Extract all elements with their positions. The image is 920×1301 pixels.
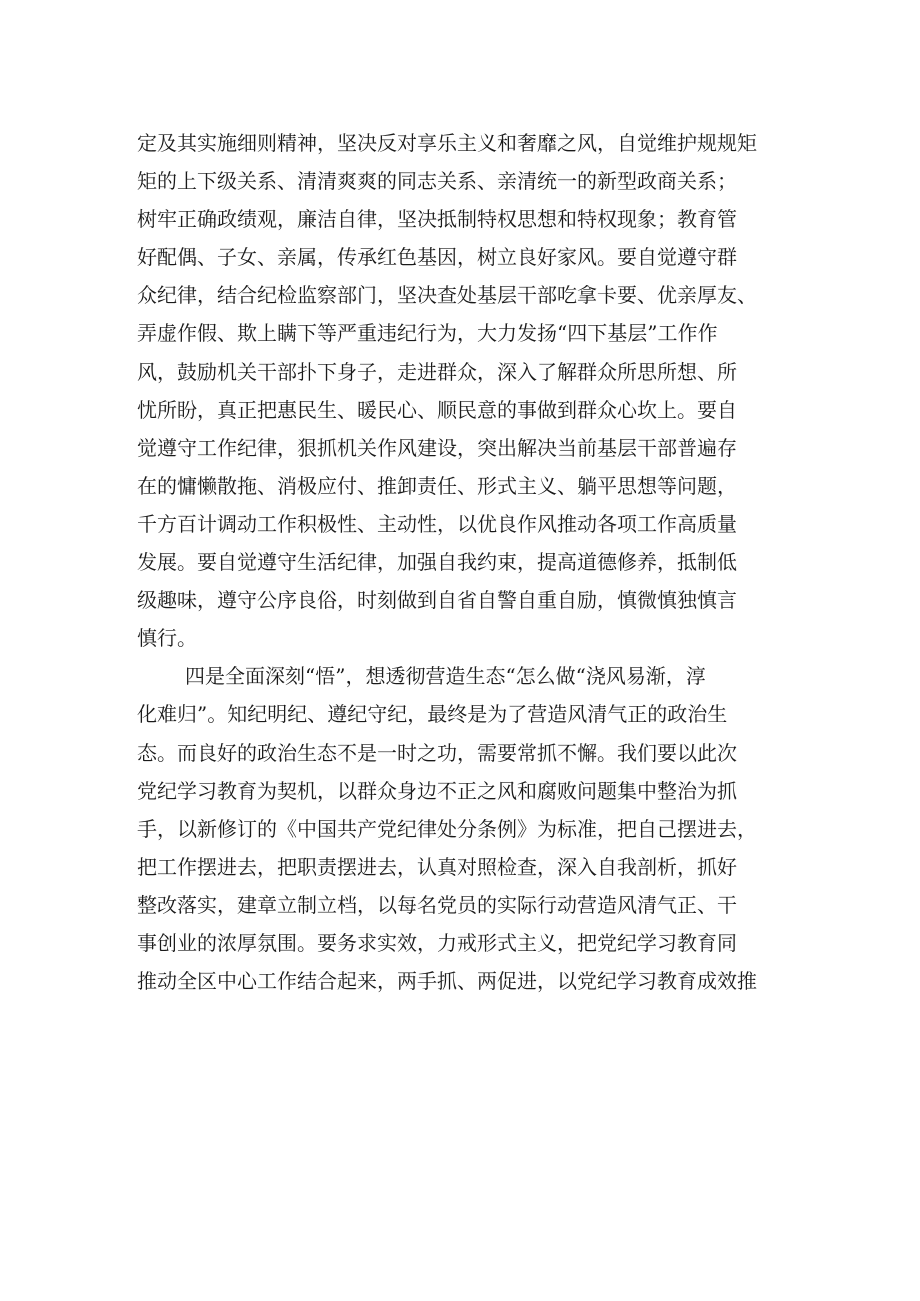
paragraph-line: 在的慵懒散拖、消极应付、推卸责任、形式主义、躺平思想等问题，: [137, 473, 737, 498]
paragraph-line: 觉遵守工作纪律，狠抓机关作风建设，突出解决当前基层干部普遍存: [137, 435, 737, 460]
paragraph-line: 弄虚作假、欺上瞒下等严重违纪行为，大力发扬“四下基层”工作作: [137, 321, 718, 346]
paragraph-line: 推动全区中心工作结合起来，两手抓、两促进，以党纪学习教育成效推: [137, 969, 757, 994]
paragraph-line: 风，鼓励机关干部扑下身子，走进群众，深入了解群众所思所想、所: [137, 359, 737, 384]
paragraph-line: 事创业的浓厚氛围。要务求实效，力戒形式主义，把党纪学习教育同: [137, 930, 737, 955]
paragraph-line: 级趣味，遵守公序良俗，时刻做到自省自警自重自励，慎微慎独慎言: [137, 588, 737, 613]
paragraph-line: 发展。要自觉遵守生活纪律，加强自我约束，提高道德修养，抵制低: [137, 550, 737, 575]
paragraph-line: 手，以新修订的《中国共产党纪律处分条例》为标准，把自己摆进去，: [137, 816, 757, 841]
paragraph-line: 众纪律，结合纪检监察部门，坚决查处基层干部吃拿卡要、优亲厚友、: [137, 283, 757, 308]
paragraph-line: 千方百计调动工作积极性、主动性，以优良作风推动各项工作高质量: [137, 511, 737, 536]
paragraph-line: 忧所盼，真正把惠民生、暖民心、顺民意的事做到群众心坎上。要自: [137, 397, 737, 422]
paragraph-line: 态。而良好的政治生态不是一时之功，需要常抓不懈。我们要以此次: [137, 740, 737, 765]
body-text: [137, 124, 797, 1000]
paragraph-line: 化难归”。知纪明纪、遵纪守纪，最终是为了营造风清气正的政治生: [137, 702, 728, 727]
paragraph-line: 矩的上下级关系、清清爽爽的同志关系、亲清统一的新型政商关系；: [137, 169, 737, 194]
paragraph-line: 四是全面深刻“悟”，想透彻营造生态“怎么做“浇风易渐，淳: [185, 664, 706, 689]
paragraph-line: 把工作摆进去，把职责摆进去，认真对照检查，深入自我剖析，抓好: [137, 854, 737, 879]
paragraph-line: 慎行。: [137, 626, 197, 651]
paragraph-line: 定及其实施细则精神，坚决反对享乐主义和奢靡之风，自觉维护规规矩: [137, 131, 757, 155]
paragraph-line: 整改落实，建章立制立档，以每名党员的实际行动营造风清气正、干: [137, 892, 737, 917]
paragraph-line: 好配偶、子女、亲属，传承红色基因，树立良好家风。要自觉遵守群: [137, 245, 737, 270]
paragraph-line: 树牢正确政绩观，廉洁自律，坚决抵制特权思想和特权现象；教育管: [137, 207, 737, 232]
paragraph-line: 党纪学习教育为契机，以群众身边不正之风和腐败问题集中整治为抓: [137, 778, 737, 803]
